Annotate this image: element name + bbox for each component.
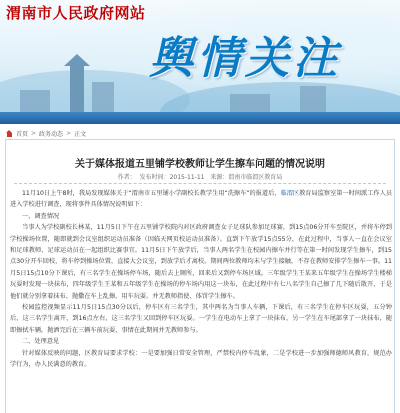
section-heading: 一、调查情况 bbox=[22, 212, 60, 220]
author-label: 作者： bbox=[117, 174, 136, 181]
article-paragraph: 校园监控视频显示11月5日15点30分以后，停车区有三名学生，其中两名为当事人车辆，下课后，有三名学生在停车区玩耍，五分钟后，这三名学生离开，到16点左右，这三名学生又回到停车区玩耍。一学生在电动车上拿了一块抹布，另一学生在车尾部拿了一块抹布，随即擦拭车辆。抛洒完后在三辆车前玩耍，事情在此期间并无教师参与。 bbox=[10, 304, 392, 334]
divider bbox=[14, 183, 386, 184]
article-paragraph: 当事人为学校副校长林某，11月5日下午在五里铺学校院内对区政府调查女子足球队参加足球赛，到15点06分开车至院区，并将车停到学校操场位置，随即就到会议室组织运动员准备（因临天网页校运动员准备）。直到下午放学15点55分，在此过程中，当事人一直在会议室和足球教师、足球运动员在一起组织比赛事宜。11月5日下午放学后，当事人两名学生在校园内擦车并行等在第一时间发现学生擦车，到15点30分开车回校，将车停到操场位置，直接大会议室，到放学后才离校。期间两位教师均未与学生接触，不存在教师安排学生擦车一事。11月5日15点10分下课后，有三名学生在操场停车场，随后去上厕所，回来后又到停车场区域。三年级学生王某来五年级学生在操场学生楼梯玩耍时发现一块抹布，四年级学生王某和五年级学生在操场的停车场内用这一块布，在此过程中有七八名学生自己擦了几下随后散开，于是他们就分别拿着抹布、抛撒在车上乱擦，用车玩耍。并无教师指使、体罚学生擦车。 bbox=[10, 224, 392, 300]
breadcrumb-separator: > bbox=[31, 130, 37, 137]
publish-date: 发布时间：2015-11-11 bbox=[139, 174, 205, 181]
breadcrumb-current: 正文 bbox=[74, 131, 87, 138]
site-banner bbox=[0, 0, 400, 112]
article-body bbox=[10, 188, 392, 371]
article-source: 来源：渭南市临渭区教育局 bbox=[210, 174, 283, 181]
article-title: 关于媒体报道五里铺学校教师让学生擦车问题的情况说明 bbox=[75, 159, 325, 170]
section-heading: 二、处理意见 bbox=[22, 338, 60, 346]
article-paragraph: 针对媒体反映的问题，区教育局要求学校：一是要加强日常安全管理，严禁校内停车乱象，二是学校进一步加强师德师风教育，规范办学行为，办人民满意的教育。 bbox=[10, 349, 392, 369]
banner-decoration bbox=[160, 82, 400, 112]
banner-decoration bbox=[300, 86, 326, 112]
banner-decoration bbox=[20, 90, 50, 112]
breadcrumb bbox=[6, 129, 86, 138]
article-meta bbox=[0, 172, 400, 181]
banner-slogan: 舆情关注 bbox=[149, 33, 341, 84]
site-title[interactable]: 渭南市人民政府网站 bbox=[6, 4, 146, 22]
region-link[interactable]: 临渭区 bbox=[280, 190, 300, 197]
nav-bar bbox=[0, 112, 400, 124]
breadcrumb-section[interactable]: 政务动态 bbox=[39, 131, 64, 138]
article-paragraph: 11月10日上午8时，我局发现媒体关于“渭南市五里铺小学副校长教学生用“洗擦车”的报道后，临渭区教育局监察室第一时间派工作人员进入学校进行调查，现将事件具体情况说明如下： bbox=[10, 190, 393, 209]
banner-decoration bbox=[230, 94, 270, 112]
breadcrumb-home[interactable]: 首页 bbox=[16, 131, 29, 138]
banner-decoration bbox=[92, 82, 114, 112]
pagoda-icon bbox=[70, 64, 84, 112]
home-icon bbox=[6, 130, 13, 137]
breadcrumb-separator: > bbox=[66, 130, 72, 137]
